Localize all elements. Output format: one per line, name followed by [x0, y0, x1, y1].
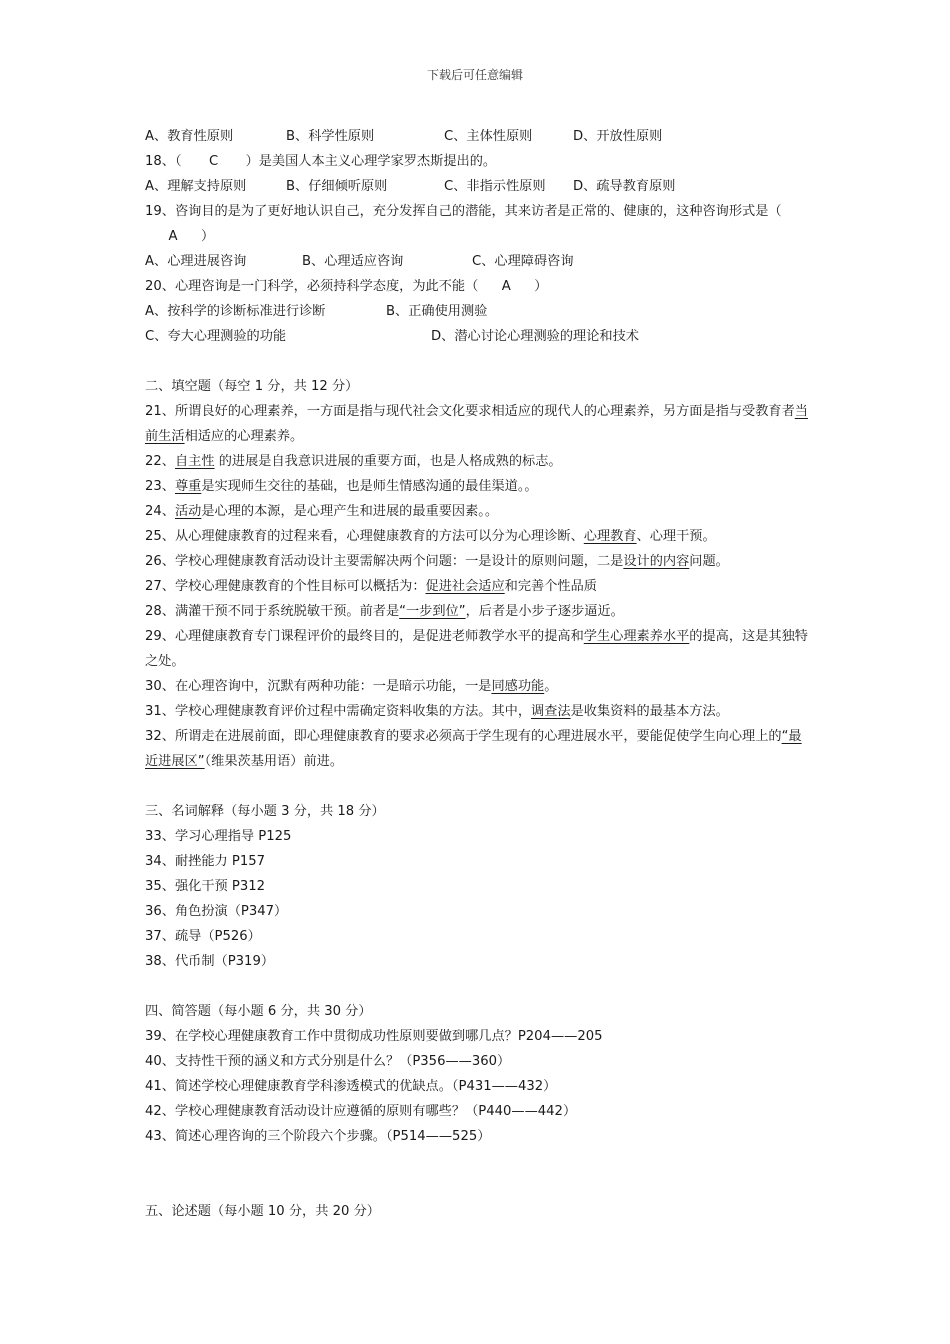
term-item: 33、学习心理指导 P125 [145, 829, 292, 844]
q30 [145, 674, 810, 699]
q22-text-a: 22、 [145, 454, 175, 469]
q21-text-a: 21、所谓良好的心理素养，一方面是指与现代社会文化要求相适应的现代人的心理素养，另方面是指与受教育者 [145, 404, 795, 419]
document-body [145, 124, 810, 1224]
q18-options [145, 174, 810, 199]
term-item: 38、代币制（P319） [145, 954, 275, 969]
q25-text-b: 、心理干预。 [636, 529, 716, 544]
q19-answer: A [168, 229, 178, 244]
q19-text: 19、咨询目的是为了更好地认识自己，充分发挥自己的潜能，其来访者是正常的、健康的，这种咨询形式是（ [145, 204, 782, 219]
q18-option-c: C、非指示性原则 [444, 179, 546, 194]
q19-option-b: B、心理适应咨询 [302, 254, 404, 269]
q24-text-b: 是心理的本源，是心理产生和进展的最重要因素。。 [201, 504, 499, 519]
term-item: 37、疏导（P526） [145, 929, 261, 944]
q27-text-a: 27、学校心理健康教育的个性目标可以概括为： [145, 579, 426, 594]
q26-text-a: 26、学校心理健康教育活动设计主要需解决两个问题：一是设计的原则问题，二是 [145, 554, 624, 569]
q28-answer: “一步到位” [399, 604, 466, 619]
q18-answer: C [208, 154, 219, 169]
term-item: 36、角色扮演（P347） [145, 904, 288, 919]
q20-prefix: 20、心理咨询是一门科学，必须持科学态度，为此不能（ [145, 279, 479, 294]
q21-answer: 当前生活 [145, 404, 808, 444]
q19-suffix: ） [201, 229, 215, 244]
q25-answer: 心理教育 [583, 529, 637, 544]
q21 [145, 399, 810, 449]
q20-suffix: ） [534, 279, 548, 294]
q17-options [145, 124, 810, 149]
terms-heading: 三、名词解释（每小题 3 分，共 18 分） [145, 804, 385, 819]
q17-option-c: C、主体性原则 [444, 129, 533, 144]
q22-answer: 自主性 [174, 454, 215, 469]
q25-text-a: 25、从心理健康教育的过程来看，心理健康教育的方法可以分为心理诊断、 [145, 529, 584, 544]
short-item: 43、简述心理咨询的三个阶段六个步骤。（P514——525） [145, 1129, 491, 1144]
q32-text-b: （维果茨基用语）前进。 [204, 754, 344, 769]
short-heading: 四、简答题（每小题 6 分，共 30 分） [145, 1004, 372, 1019]
q31 [145, 699, 810, 724]
q20-option-d: D、潜心讨论心理测验的理论和技术 [431, 329, 639, 344]
q22-text-b: 的进展是自我意识进展的重要方面，也是人格成熟的标志。 [214, 454, 562, 469]
q23 [145, 474, 810, 499]
q24-text-a: 24、 [145, 504, 175, 519]
q18-prefix: 18、（ [145, 154, 182, 169]
q19-option-c: C、心理障碍咨询 [472, 254, 574, 269]
q23-answer: 尊重 [174, 479, 202, 494]
essay-heading: 五、论述题（每小题 10 分，共 20 分） [145, 1204, 380, 1219]
q18-suffix: ）是美国人本主义心理学家罗杰斯提出的。 [245, 154, 497, 169]
q31-text-b: 是收集资料的最基本方法。 [570, 704, 729, 719]
q30-answer: 同感功能 [491, 679, 545, 694]
q32-text-a: 32、所谓走在进展前面，即心理健康教育的要求必须高于学生现有的心理进展水平，要能促使学生向心理上的 [145, 729, 782, 744]
q22 [145, 449, 810, 474]
q25 [145, 524, 810, 549]
q31-text-a: 31、学校心理健康教育评价过程中需确定资料收集的方法。其中， [145, 704, 532, 719]
q30-text-a: 30、在心理咨询中，沉默有两种功能：一是暗示功能，一是 [145, 679, 492, 694]
q20-answer: A [501, 279, 511, 294]
q18-question [145, 149, 810, 174]
q26-text-b: 问题。 [689, 554, 729, 569]
q32-answer: “最近进展区” [145, 729, 802, 769]
q20-option-c: C、夸大心理测验的功能 [145, 329, 287, 344]
q19-option-a: A、心理进展咨询 [145, 254, 247, 269]
q26-answer: 设计的内容 [623, 554, 690, 569]
q20-option-b: B、正确使用测验 [386, 304, 488, 319]
short-item: 41、简述学校心理健康教育学科渗透模式的优缺点。（P431——432） [145, 1079, 557, 1094]
fill-heading: 二、填空题（每空 1 分，共 12 分） [145, 379, 359, 394]
q20-options-row1 [145, 299, 810, 324]
q27 [145, 574, 810, 599]
q29-text-a: 29、心理健康教育专门课程评价的最终目的，是促进老师教学水平的提高和 [145, 629, 584, 644]
q30-text-b: 。 [544, 679, 558, 694]
q18-option-b: B、仔细倾听原则 [286, 179, 388, 194]
q32 [145, 724, 810, 774]
term-item: 34、耐挫能力 P157 [145, 854, 266, 869]
q17-option-d: D、开放性原则 [573, 129, 663, 144]
q20-options-row2 [145, 324, 810, 349]
short-item: 40、支持性干预的涵义和方式分别是什么？（P356——360） [145, 1054, 511, 1069]
q28-text-a: 28、满灌干预不同于系统脱敏干预。前者是 [145, 604, 400, 619]
q28 [145, 599, 810, 624]
q18-option-d: D、疏导教育原则 [573, 179, 676, 194]
q18-option-a: A、理解支持原则 [145, 179, 247, 194]
q29 [145, 624, 810, 674]
q17-option-b: B、科学性原则 [286, 129, 375, 144]
q27-text-b: 和完善个性品质 [504, 579, 597, 594]
q29-text-b: 的提高，这是其独特之处。 [145, 629, 808, 669]
q23-text-b: 是实现师生交往的基础，也是师生情感沟通的最佳渠道。。 [201, 479, 538, 494]
page-header: 下载后可任意编辑 [426, 68, 523, 82]
q17-option-a: A、教育性原则 [145, 129, 234, 144]
q31-answer: 调查法 [531, 704, 571, 719]
term-item: 35、强化干预 P312 [145, 879, 266, 894]
q19-options [145, 249, 810, 274]
q20-option-a: A、按科学的诊断标准进行诊断 [145, 304, 326, 319]
q19-question [145, 199, 810, 249]
q21-text-b: 相适应的心理素养。 [184, 429, 304, 444]
q24-answer: 活动 [174, 504, 202, 519]
q26 [145, 549, 810, 574]
q23-text-a: 23、 [145, 479, 175, 494]
short-item: 39、在学校心理健康教育工作中贯彻成功性原则要做到哪几点？P204——205 [145, 1029, 603, 1044]
q20-question [145, 274, 810, 299]
q24 [145, 499, 810, 524]
q28-text-b: ，后者是小步子逐步逼近。 [465, 604, 624, 619]
q27-answer: 促进社会适应 [425, 579, 505, 594]
q29-answer: 学生心理素养水平 [583, 629, 690, 644]
short-item: 42、学校心理健康教育活动设计应遵循的原则有哪些？（P440——442） [145, 1104, 577, 1119]
